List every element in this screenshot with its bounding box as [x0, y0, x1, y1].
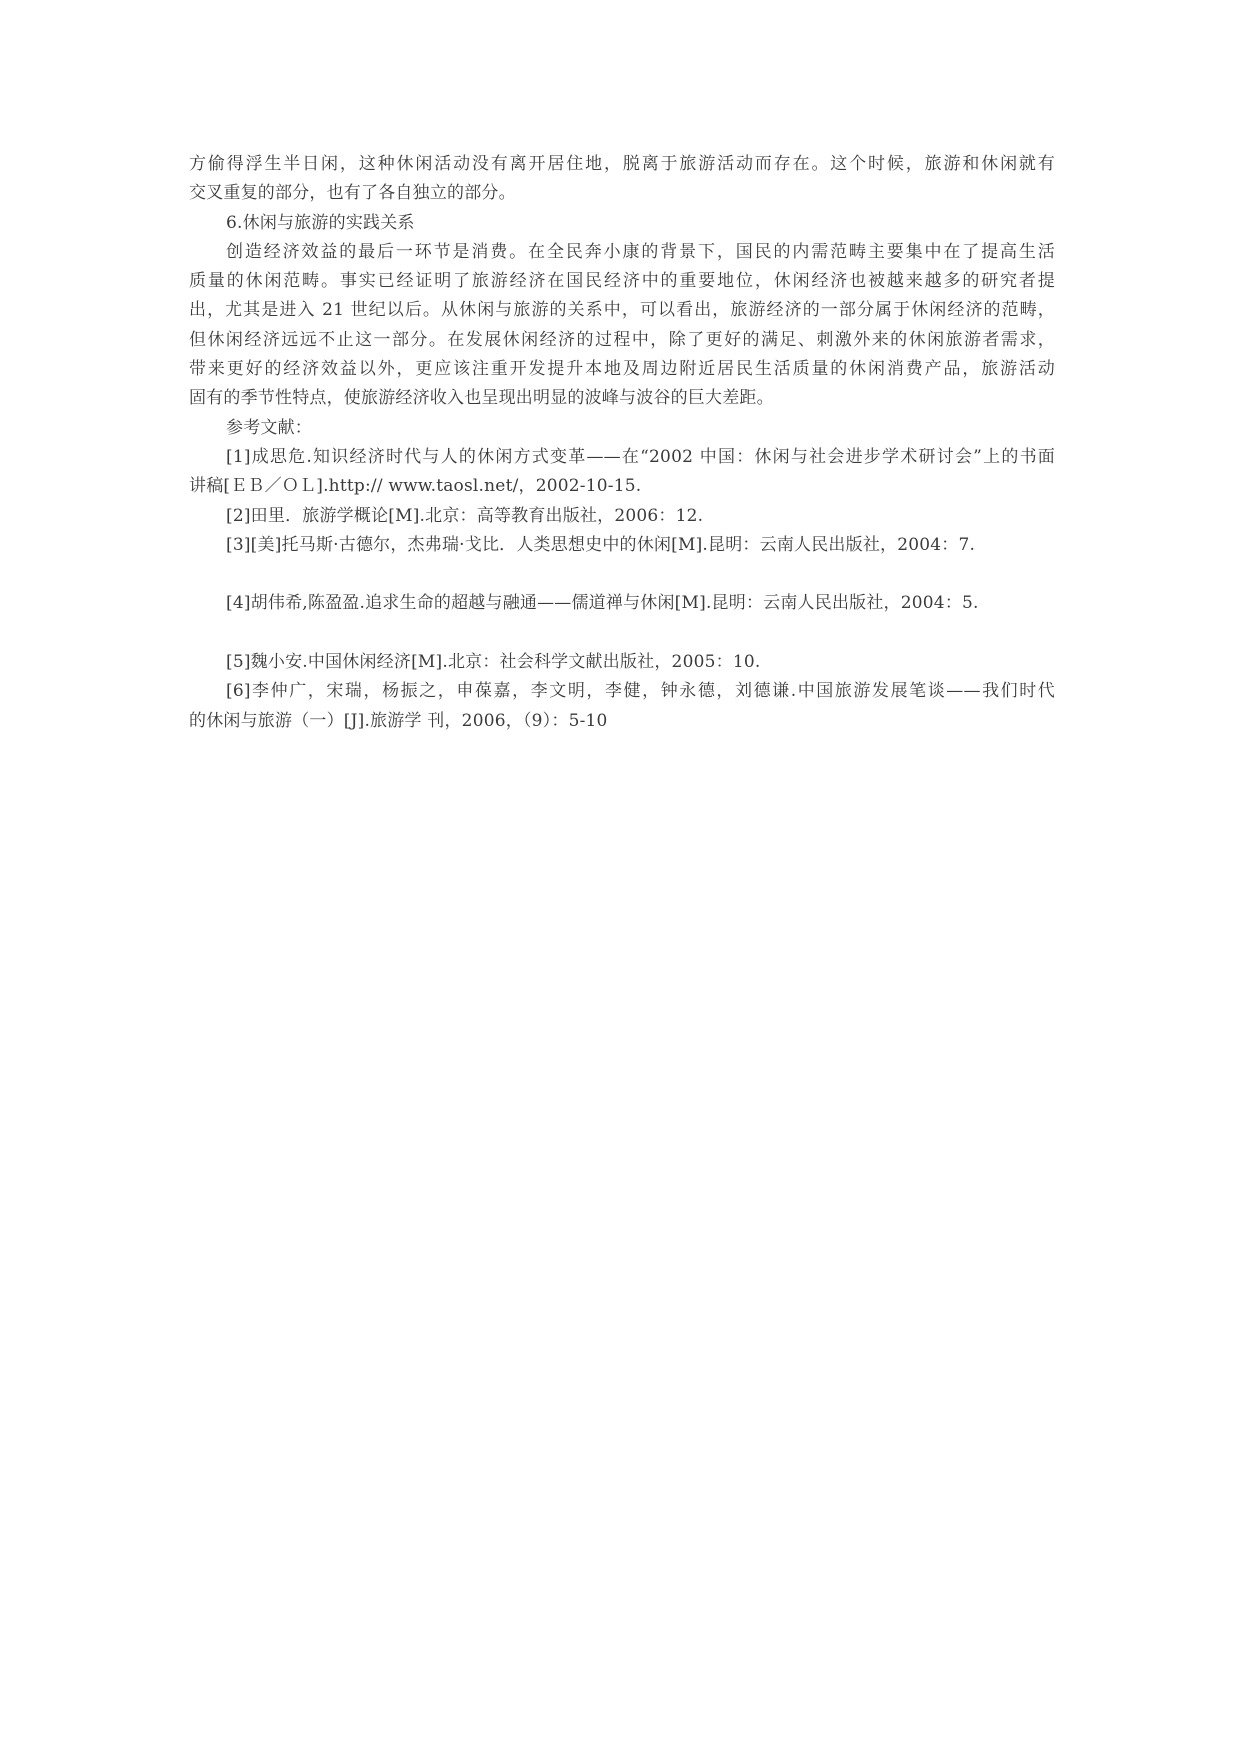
body-text-line: 但休闲经济远远不止这一部分。在发展休闲经济的过程中，除了更好的满足、刺激外来的休闲旅游者需求， — [189, 329, 1055, 350]
body-text-line: 质量的休闲范畴。事实已经证明了旅游经济在国民经济中的重要地位，休闲经济也被越来越多的研究者提 — [189, 271, 1055, 292]
reference-entry: 讲稿[ＥＢ／ＯＬ].http:// www.taosl.net/，2002-10-15. — [189, 476, 642, 497]
reference-entry: [5]魏小安.中国休闲经济[M].北京：社会科学文献出版社，2005：10. — [226, 652, 761, 673]
reference-entry: [2]田里．旅游学概论[M].北京：高等教育出版社，2006：12. — [226, 505, 704, 526]
reference-entry: [6]李仲广，宋瑞，杨振之，申葆嘉，李文明，李健，钟永德，刘德谦.中国旅游发展笔谈——我们时代 — [226, 681, 1055, 702]
reference-entry: [1]成思危.知识经济时代与人的休闲方式变革——在“2002 中国：休闲与社会进步学术研讨会”上的书面 — [226, 446, 1055, 467]
body-text-line: 创造经济效益的最后一环节是消费。在全民奔小康的背景下，国民的内需范畴主要集中在了提高生活 — [226, 241, 1055, 262]
body-text-line: 出，尤其是进入 21 世纪以后。从休闲与旅游的关系中，可以看出，旅游经济的一部分属于休闲经济的范畴， — [189, 300, 1055, 321]
blank-line — [189, 619, 1055, 648]
reference-entry: [4]胡伟希,陈盈盈.追求生命的超越与融通——儒道禅与休闲[M].昆明：云南人民出版社，2004：5. — [226, 593, 979, 614]
blank-line — [189, 560, 1055, 589]
body-text-line: 交叉重复的部分，也有了各自独立的部分。 — [189, 183, 516, 204]
document-page — [189, 150, 1055, 736]
reference-entry: 的休闲与旅游（一）[J].旅游学 刊，2006，（9）：5-10 — [189, 710, 608, 731]
body-text-line: 带来更好的经济效益以外，更应该注重开发提升本地及周边附近居民生活质量的休闲消费产品，旅游活动 — [189, 359, 1055, 380]
body-text-line: 固有的季节性特点，使旅游经济收入也呈现出明显的波峰与波谷的巨大差距。 — [189, 388, 774, 409]
body-text-line: 方偷得浮生半日闲，这种休闲活动没有离开居住地，脱离于旅游活动而存在。这个时候，旅游和休闲就有 — [189, 154, 1055, 174]
section-heading: 6.休闲与旅游的实践关系 — [226, 212, 415, 233]
references-heading: 参考文献： — [226, 417, 312, 438]
reference-entry: [3][美]托马斯·古德尔，杰弗瑞·戈比．人类思想史中的休闲[M].昆明：云南人民出版社，2004：7. — [226, 534, 976, 555]
